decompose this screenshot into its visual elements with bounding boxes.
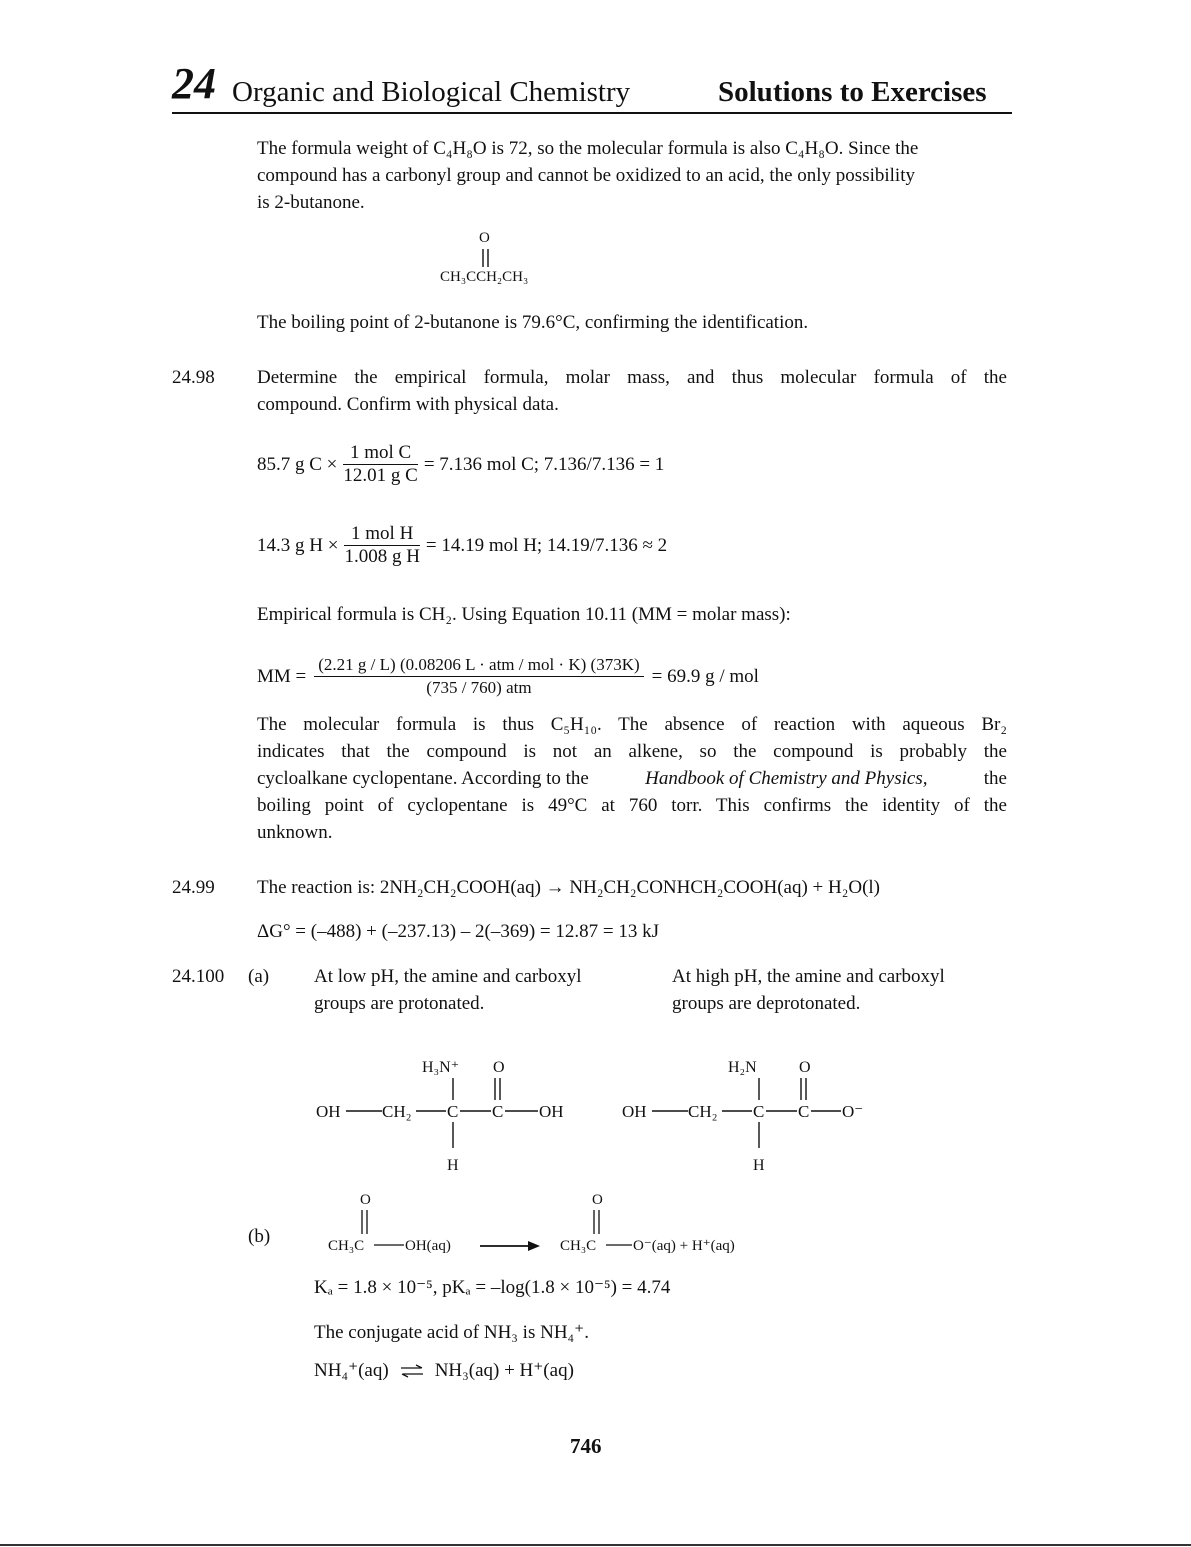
header-rule [172, 112, 1012, 114]
s1-carboxyl-carbon: C [492, 1102, 504, 1121]
high-ph-line-2: groups are deprotonated. [672, 993, 861, 1014]
carbon-fraction [343, 442, 417, 487]
mm-fraction [314, 654, 643, 699]
ex98-para-line-3b: the [983, 768, 1007, 789]
butanone-formula: CH₃CCH₂CH₃ [440, 269, 529, 285]
handbook-title: Handbook of Chemistry and Physics, [645, 768, 928, 789]
low-ph-line-2: groups are protonated. [314, 993, 485, 1014]
intro-line-3: is 2-butanone. [257, 192, 365, 213]
ammonium-equilibrium [314, 1359, 574, 1382]
empirical-formula-line: Empirical formula is CH₂. Using Equation 10.11 (MM = molar mass): [257, 604, 791, 625]
ex98-para-line-4: boiling point of cyclopentane is 49°C at 760 torr. This confirms the identity of the [257, 795, 1007, 816]
s2-carboxylate: O⁻ [842, 1102, 864, 1121]
conjugate-acid-line: The conjugate acid of NH₃ is NH₄⁺. [314, 1322, 589, 1343]
carbon-fraction-numerator: 1 mol C [343, 442, 417, 465]
page-number: 746 [570, 1434, 602, 1458]
carbon-fraction-denominator: 12.01 g C [343, 465, 418, 486]
ex98-line-1: Determine the empirical formula, molar mass, and thus molecular formula of the [257, 367, 1007, 388]
intro-conclusion: The boiling point of 2-butanone is 79.6°C, confirming the identification. [257, 312, 809, 333]
part-b-label: (b) [248, 1226, 271, 1247]
acetic-acid-dissociation [320, 1186, 780, 1256]
intro-line-2: compound has a carbonyl group and cannot be oxidized to an acid, the only possibility [257, 165, 915, 186]
ex98-line-2: compound. Confirm with physical data. [257, 394, 559, 415]
s1-carbonyl-oxygen: O [493, 1059, 505, 1076]
molar-mass-equation [257, 654, 759, 699]
s1-amine-group: H₃N⁺ [422, 1059, 460, 1076]
high-ph-line-1: At high pH, the amine and carboxyl [672, 966, 945, 987]
s2-carboxyl-carbon: C [798, 1102, 810, 1121]
carbon-result: = 7.136 mol C; 7.136/7.136 = 1 [423, 453, 665, 475]
ka-line: Kₐ = 1.8 × 10⁻⁵, pKₐ = –log(1.8 × 10⁻⁵) = 4.74 [314, 1277, 671, 1298]
s1-oh-left: OH [316, 1102, 341, 1121]
mm-label: MM = [257, 665, 307, 687]
ammonium: NH₄⁺(aq) [314, 1360, 389, 1381]
chapter-title: Organic and Biological Chemistry [232, 76, 631, 108]
equilibrium-arrow-icon [399, 1364, 425, 1378]
ex99-reaction: The reaction is: 2NH₂CH₂COOH(aq) → NH₂CH₂CONHCH₂COOH(aq) + H₂O(l) [257, 877, 881, 898]
ex98-para-line-2: indicates that the compound is not an alkene, so the compound is probably the [257, 741, 1007, 762]
b-left-oxygen: O [360, 1192, 371, 1208]
b-left-ch3c: CH₃C [328, 1238, 365, 1254]
b-right-products: O⁻(aq) + H⁺(aq) [633, 1238, 735, 1254]
low-ph-line-1: At low pH, the amine and carboxyl [314, 966, 582, 987]
bottom-rule [0, 1544, 1191, 1546]
s2-ch2: CH₂ [688, 1102, 718, 1121]
butanone-oxygen: O [479, 230, 490, 246]
exercise-number-98: 24.98 [172, 367, 215, 388]
part-a-label: (a) [248, 966, 270, 987]
s2-alpha-carbon: C [753, 1102, 765, 1121]
ex98-para-line-5: unknown. [257, 822, 333, 843]
carbon-mass: 85.7 g C × [257, 453, 338, 475]
mm-result: = 69.9 g / mol [651, 665, 759, 687]
mm-numerator: (2.21 g / L) (0.08206 L · atm / mol · K) (373K) [314, 654, 643, 677]
s1-alpha-carbon: C [447, 1102, 459, 1121]
s1-hydrogen: H [447, 1157, 459, 1174]
low-ph-structure [310, 1050, 590, 1180]
carbon-calculation [257, 442, 664, 487]
mm-denominator: (735 / 760) atm [426, 678, 532, 697]
butanone-double-bond [478, 248, 494, 268]
hydrogen-fraction-numerator: 1 mol H [344, 523, 419, 546]
reaction-arrow-head [528, 1241, 540, 1251]
exercise-number-100: 24.100 [172, 966, 225, 987]
s2-amine-group: H₂N [728, 1059, 757, 1076]
s2-oh-left: OH [622, 1102, 647, 1121]
b-left-oh: OH(aq) [405, 1238, 451, 1254]
ex98-para-line-3a: cycloalkane cyclopentane. According to the [257, 768, 589, 789]
s2-hydrogen: H [753, 1157, 765, 1174]
hydrogen-fraction [344, 523, 419, 568]
b-right-ch3c: CH₃C [560, 1238, 597, 1254]
high-ph-structure [616, 1050, 896, 1180]
ex98-para-line-3 [257, 768, 1007, 790]
s2-carbonyl-oxygen: O [799, 1059, 811, 1076]
intro-line-1: The formula weight of C₄H₈O is 72, so the molecular formula is also C₄H₈O. Since the [257, 138, 919, 159]
ex99-delta-g: ΔG° = (–488) + (–237.13) – 2(–369) = 12.87 = 13 kJ [257, 921, 660, 942]
hydrogen-mass: 14.3 g H × [257, 534, 339, 556]
s1-oh-right: OH [539, 1102, 564, 1121]
exercise-number-99: 24.99 [172, 877, 215, 898]
section-title: Solutions to Exercises [718, 76, 987, 108]
hydrogen-calculation [257, 523, 667, 568]
ex98-para-line-1: The molecular formula is thus C₅H₁₀. The absence of reaction with aqueous Br₂ [257, 714, 1007, 735]
s1-ch2: CH₂ [382, 1102, 412, 1121]
hydrogen-result: = 14.19 mol H; 14.19/7.136 ≈ 2 [425, 534, 668, 556]
hydrogen-fraction-denominator: 1.008 g H [344, 546, 420, 567]
ammonia-products: NH₃(aq) + H⁺(aq) [434, 1360, 574, 1381]
chapter-number: 24 [172, 59, 216, 108]
b-right-oxygen: O [592, 1192, 603, 1208]
